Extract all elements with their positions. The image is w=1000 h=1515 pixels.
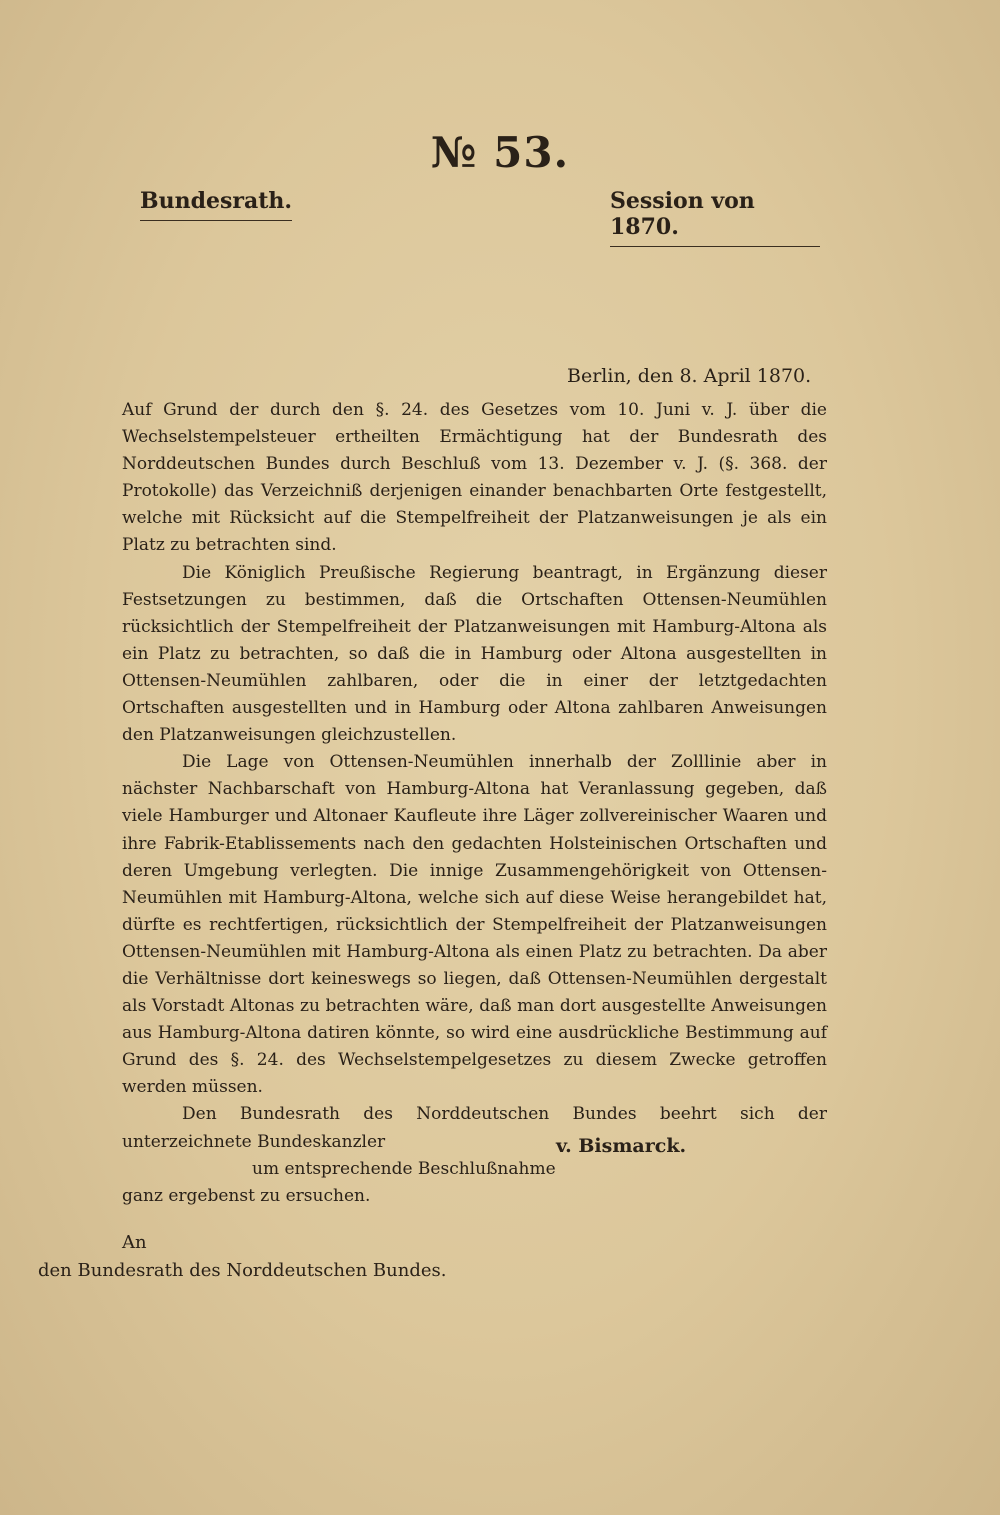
address-line-1: An <box>122 1232 147 1253</box>
paragraph-2: Die Königlich Preußische Regierung beantragt, in Ergänzung dieser Festsetzungen zu bestimmen, daß die Ortschaften Ottensen-Neumühlen rücksichtlich der Stempelfreiheit der Platzanweisungen mit Hamburg-Altona als ein Platz zu betrachten, so daß die in Hamburg oder Altona ausgestellten in Ottensen-Neumühlen zahlbaren, oder die in einer der letztgedachten Ortschaften ausgestellten und in Hamburg oder Altona zahlbaren Anweisungen den Platzanweisungen gleichzustellen. <box>122 562 827 746</box>
letter-body <box>122 397 827 1210</box>
address-line-2: den Bundesrath des Norddeutschen Bundes. <box>38 1260 447 1281</box>
paragraph-1: Auf Grund der durch den §. 24. des Gesetzes vom 10. Juni v. J. über die Wechselstempelsteuer ertheilten Ermächtigung hat der Bundesrath des Norddeutschen Bundes durch Beschluß vom 13. Dezember v. J. (§. 368. der Protokolle) das Verzeichniß derjenigen einander benachbarten Orte festgestellt, welche mit Rücksicht auf die Stempelfreiheit der Platzanweisungen je als ein Platz zu betrachten sind. <box>122 400 827 556</box>
paragraph-4: Den Bundesrath des Norddeutschen Bundes beehrt sich der unterzeichnete Bundeskanzler <box>122 1104 827 1152</box>
request-line-1: um entsprechende Beschlußnahme <box>252 1158 556 1179</box>
header-bundesrath: Bundesrath. <box>140 188 292 221</box>
paragraph-3: Die Lage von Ottensen-Neumühlen innerhalb der Zolllinie aber in nächster Nachbarschaft von Hamburg-Altona hat Veranlassung gegeben, daß viele Hamburger und Altonaer Kaufleute ihre Läger zollvereinischer Waaren und ihre Fabrik-Etablissements nach den gedachten Holsteinischen Ortschaften und deren Umgebung verlegten. Die innige Zusammengehörigkeit von Ottensen-Neumühlen mit Hamburg-Altona, welche sich auf diese Weise herangebildet hat, dürfte es rechtfertigen, rücksichtlich der Stempelfreiheit der Platzanweisungen Ottensen-Neumühlen mit Hamburg-Altona als einen Platz zu betrachten. Da aber die Verhältnisse dort keineswegs so liegen, daß Ottensen-Neumühlen dergestalt als Vorstadt Altonas zu betrachten wäre, daß man dort ausgestellte Anweisungen aus Hamburg-Altona datiren könnte, so wird eine ausdrückliche Bestimmung auf Grund des §. 24. des Wechselstempelgesetzes zu diesem Zwecke getroffen werden müssen. <box>122 752 827 1098</box>
header-session: Session von 1870. <box>610 188 820 247</box>
dateline: Berlin, den 8. April 1870. <box>567 365 812 387</box>
request-line-2: ganz ergebenst zu ersuchen. <box>122 1185 371 1206</box>
signature: v. Bismarck. <box>556 1135 687 1157</box>
document-number: № 53. <box>430 128 570 177</box>
